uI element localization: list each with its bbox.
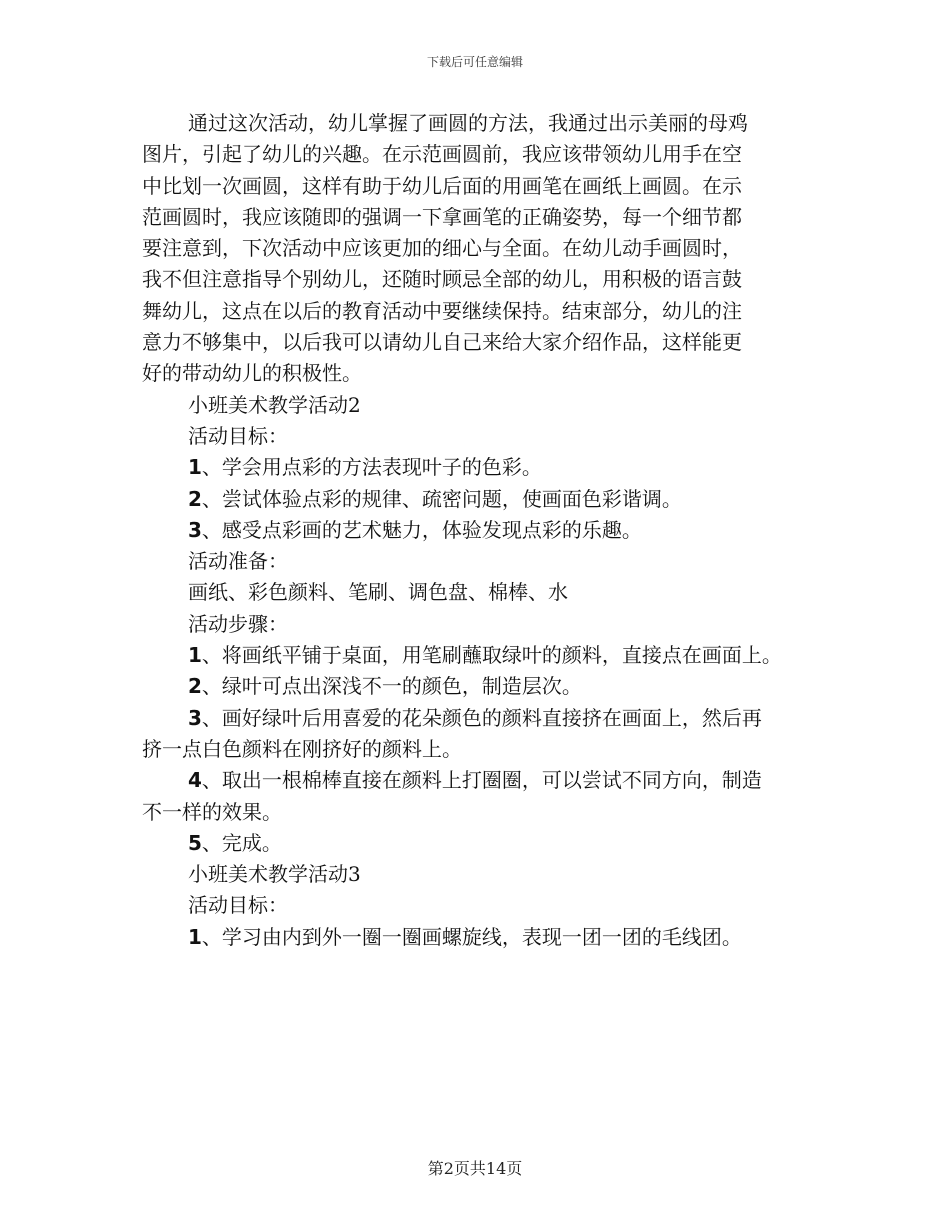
text-line	[142, 765, 832, 796]
line-text: 要注意到，下次活动中应该更加的细心与全面。在幼儿动手画圆时，	[142, 236, 742, 261]
line-text: 、学会用点彩的方法表现叶子的色彩。	[201, 455, 542, 480]
text-line	[142, 640, 832, 671]
line-text: 、感受点彩画的艺术魅力，体验发现点彩的乐趣。	[201, 517, 642, 542]
line-text: 不一样的效果。	[142, 799, 282, 824]
line-text: 活动目标：	[188, 893, 288, 918]
line-text: 活动准备：	[188, 549, 288, 574]
line-text: 挤一点白色颜料在刚挤好的颜料上。	[142, 736, 462, 761]
line-text: 范画圆时，我应该随即的强调一下拿画笔的正确姿势，每一个细节都	[142, 204, 742, 229]
list-number: 1	[188, 643, 202, 668]
text-line	[142, 421, 832, 452]
page-header: 下载后可任意编辑	[426, 55, 523, 69]
list-number: 3	[188, 705, 202, 730]
text-line	[142, 609, 832, 640]
text-line	[142, 171, 832, 202]
line-text: 、画好绿叶后用喜爱的花朵颜色的颜料直接挤在画面上，然后再	[201, 705, 762, 730]
line-text: 、完成。	[201, 830, 282, 855]
text-line	[142, 108, 832, 139]
text-line	[142, 296, 832, 327]
list-number: 1	[188, 455, 202, 480]
list-number: 2	[188, 486, 202, 511]
page-footer: 第2页共14页	[427, 1159, 523, 1178]
text-line	[142, 358, 832, 389]
list-number: 4	[188, 768, 202, 793]
text-line	[142, 890, 832, 921]
list-number: 3	[188, 517, 202, 542]
line-text: 通过这次活动，幼儿掌握了画圆的方法，我通过出示美丽的母鸡	[188, 111, 748, 135]
line-text: 、尝试体验点彩的规律、疏密问题，使画面色彩谐调。	[201, 486, 682, 511]
text-line	[142, 515, 832, 546]
line-text: 、将画纸平铺于桌面，用笔刷蘸取绿叶的颜料，直接点在画面上。	[201, 643, 782, 668]
text-line	[142, 859, 832, 890]
line-text: 活动目标：	[188, 423, 288, 448]
text-line	[142, 452, 832, 483]
text-line	[142, 264, 832, 295]
line-text: 活动步骤：	[188, 611, 288, 636]
line-text: 小班美术教学活动2	[188, 392, 361, 417]
line-text: 舞幼儿，这点在以后的教育活动中要继续保持。结束部分，幼儿的注	[142, 298, 742, 323]
text-line	[142, 327, 832, 358]
line-text: 好的带动幼儿的积极性。	[142, 361, 362, 386]
line-text: 、学习由内到外一圈一圈画螺旋线，表现一团一团的毛线团。	[201, 924, 742, 949]
text-line	[142, 139, 832, 170]
text-line	[142, 828, 832, 859]
text-line	[142, 546, 832, 577]
line-text: 我不但注意指导个别幼儿，还随时顾忌全部的幼儿，用积极的语言鼓	[142, 267, 742, 292]
line-text: 意力不够集中，以后我可以请幼儿自己来给大家介绍作品，这样能更	[142, 330, 742, 355]
text-line	[142, 577, 832, 608]
text-line	[142, 233, 832, 264]
text-line	[142, 703, 832, 734]
text-line	[142, 484, 832, 515]
document-body	[142, 108, 832, 953]
line-text: 中比划一次画圆，这样有助于幼儿后面的用画笔在画纸上画圆。在示	[142, 173, 742, 198]
line-text: 图片，引起了幼儿的兴趣。在示范画圆前，我应该带领幼儿用手在空	[142, 142, 742, 167]
text-line	[142, 922, 832, 953]
text-line	[142, 734, 832, 765]
list-number: 1	[188, 924, 202, 949]
line-text: 、取出一根棉棒直接在颜料上打圈圈，可以尝试不同方向，制造	[201, 768, 762, 793]
line-text: 画纸、彩色颜料、笔刷、调色盘、棉棒、水	[188, 580, 568, 605]
text-line	[142, 202, 832, 233]
list-number: 2	[188, 674, 202, 699]
line-text: 小班美术教学活动3	[188, 862, 361, 887]
text-line	[142, 797, 832, 828]
text-line	[142, 671, 832, 702]
text-line	[142, 390, 832, 421]
list-number: 5	[188, 830, 202, 855]
line-text: 、绿叶可点出深浅不一的颜色，制造层次。	[201, 674, 582, 699]
